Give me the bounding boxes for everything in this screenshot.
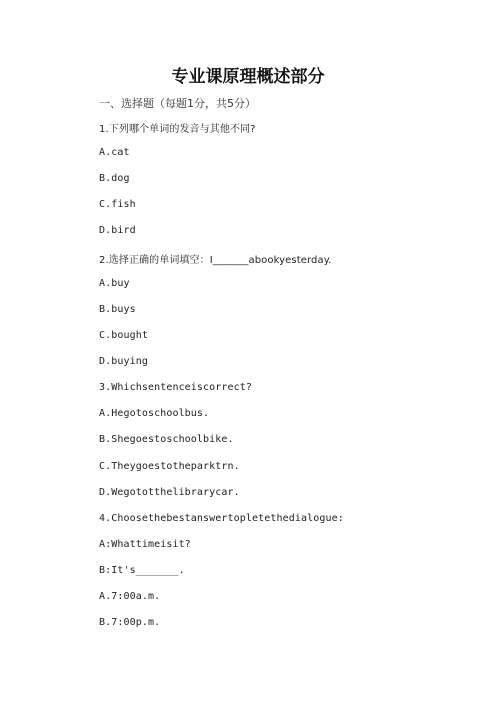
option-2c: C.bought <box>99 330 148 341</box>
question-2: 2.选择正确的单词填空：I_______abookyesterday. <box>99 255 332 266</box>
option-2a: A.buy <box>99 278 130 289</box>
option-3b: B.Shegoestoschoolbike. <box>99 434 234 445</box>
option-3d: D.Wegototthelibrarycar. <box>99 487 240 498</box>
question-3: 3.Whichsentenceiscorrect? <box>99 382 253 393</box>
option-4a: A.7:00a.m. <box>99 591 161 602</box>
question-4: 4.Choosethebestanswertopletethedialogue: <box>99 513 344 524</box>
option-3c: C.Theygoestotheparktrn. <box>99 461 240 472</box>
option-4b: B.7:00p.m. <box>99 617 161 628</box>
option-2d: D.buying <box>99 356 148 367</box>
dialogue-line-b: B:It's_______. <box>99 565 185 576</box>
option-1b: B.dog <box>99 173 130 184</box>
option-1c: C.fish <box>99 199 136 210</box>
option-1d: D.bird <box>99 225 136 236</box>
option-3a: A.Hegotoschoolbus. <box>99 408 210 419</box>
question-1: 1.下列哪个单词的发音与其他不同? <box>99 124 256 135</box>
section-heading: 一、选择题（每题1分，共5分） <box>99 97 256 110</box>
option-2b: B.buys <box>99 304 136 315</box>
option-1a: A.cat <box>99 147 130 158</box>
page-title: 专业课原理概述部分 <box>171 67 325 87</box>
dialogue-line-a: A:Whattimeisit? <box>99 539 191 550</box>
